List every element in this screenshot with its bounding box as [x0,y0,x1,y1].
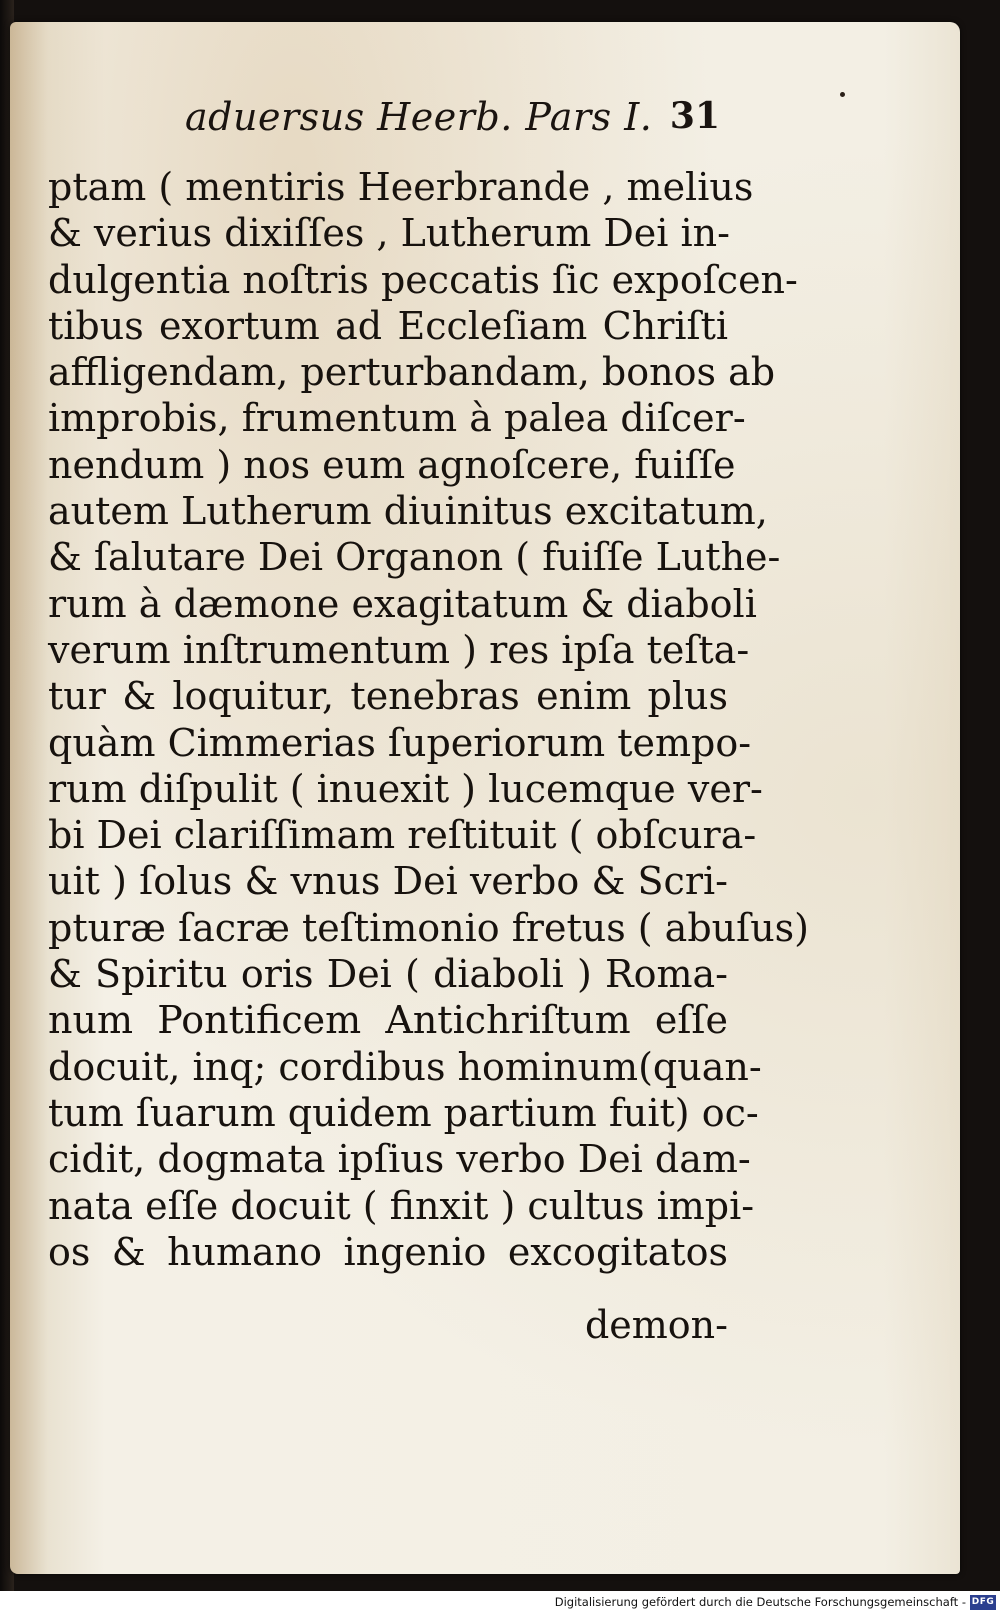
text-line: cidit, dogmata ipſius verbo Dei dam- [48,1137,751,1182]
text-line: bi Dei clariſſimam reſtituit ( obſcura- [48,813,757,858]
text-line: quàm Cimmerias ſuperiorum tempo- [48,720,752,765]
dfg-logo-icon: DFG [970,1595,996,1610]
text-line: & ſalutare Dei Organon ( fuiſſe Luthe- [48,535,781,580]
running-title: aduersus Heerb. Pars I. [185,95,653,139]
body-text [48,164,810,1347]
text-line: & verius dixiſſes , Lutherum Dei in- [48,211,730,256]
text-line: os & humano ingenio excogitatos [48,1229,728,1274]
text-line: affligendam, perturbandam, bonos ab [48,350,776,395]
text-line: tum ſuarum quidem partium fuit) oc- [48,1090,759,1135]
text-line: verum inſtrumentum ) res ipſa teſta- [48,627,750,672]
text-line: rum diſpulit ( inuexit ) lucemque ver- [48,766,763,811]
text-line: ptam ( mentiris Heerbrande , melius [48,165,754,209]
text-line: pturæ ſacræ teſtimonio fretus ( abuſus) [48,905,810,950]
text-line: autem Lutherum diuinitus excitatum, [48,489,768,534]
text-line: tur & loquitur, tenebras enim plus [48,674,728,719]
text-line: nendum ) nos eum agnoſcere, fuiſſe [48,442,736,487]
text-line: tibus exortum ad Eccleſiam Chriſti [48,303,728,348]
text-line: docuit, inq; cordibus hominum(quan- [48,1044,762,1089]
footer-bar [0,1591,1000,1613]
catchword: demon- [584,1303,728,1347]
funding-credit: Digitalisierung gefördert durch die Deutsche Forschungsgemeinschaft - [554,1595,966,1609]
text-line: improbis, frumentum à palea diſcer- [48,396,746,441]
page-header [185,95,720,155]
text-line: & Spiritu oris Dei ( diaboli ) Roma- [48,952,728,997]
ink-speck [840,92,845,97]
text-line: dulgentia noſtris peccatis ſic expoſcen- [48,257,798,302]
text-line: num Pontificem Antichriſtum eſſe [48,998,728,1043]
text-line: uit ) ſolus & vnus Dei verbo & Scri- [48,859,728,904]
page-number: 31 [669,95,720,137]
book-page [10,22,960,1574]
text-line: rum à dæmone exagitatum & diaboli [48,581,757,626]
text-line: nata eſſe docuit ( finxit ) cultus impi- [48,1183,755,1228]
